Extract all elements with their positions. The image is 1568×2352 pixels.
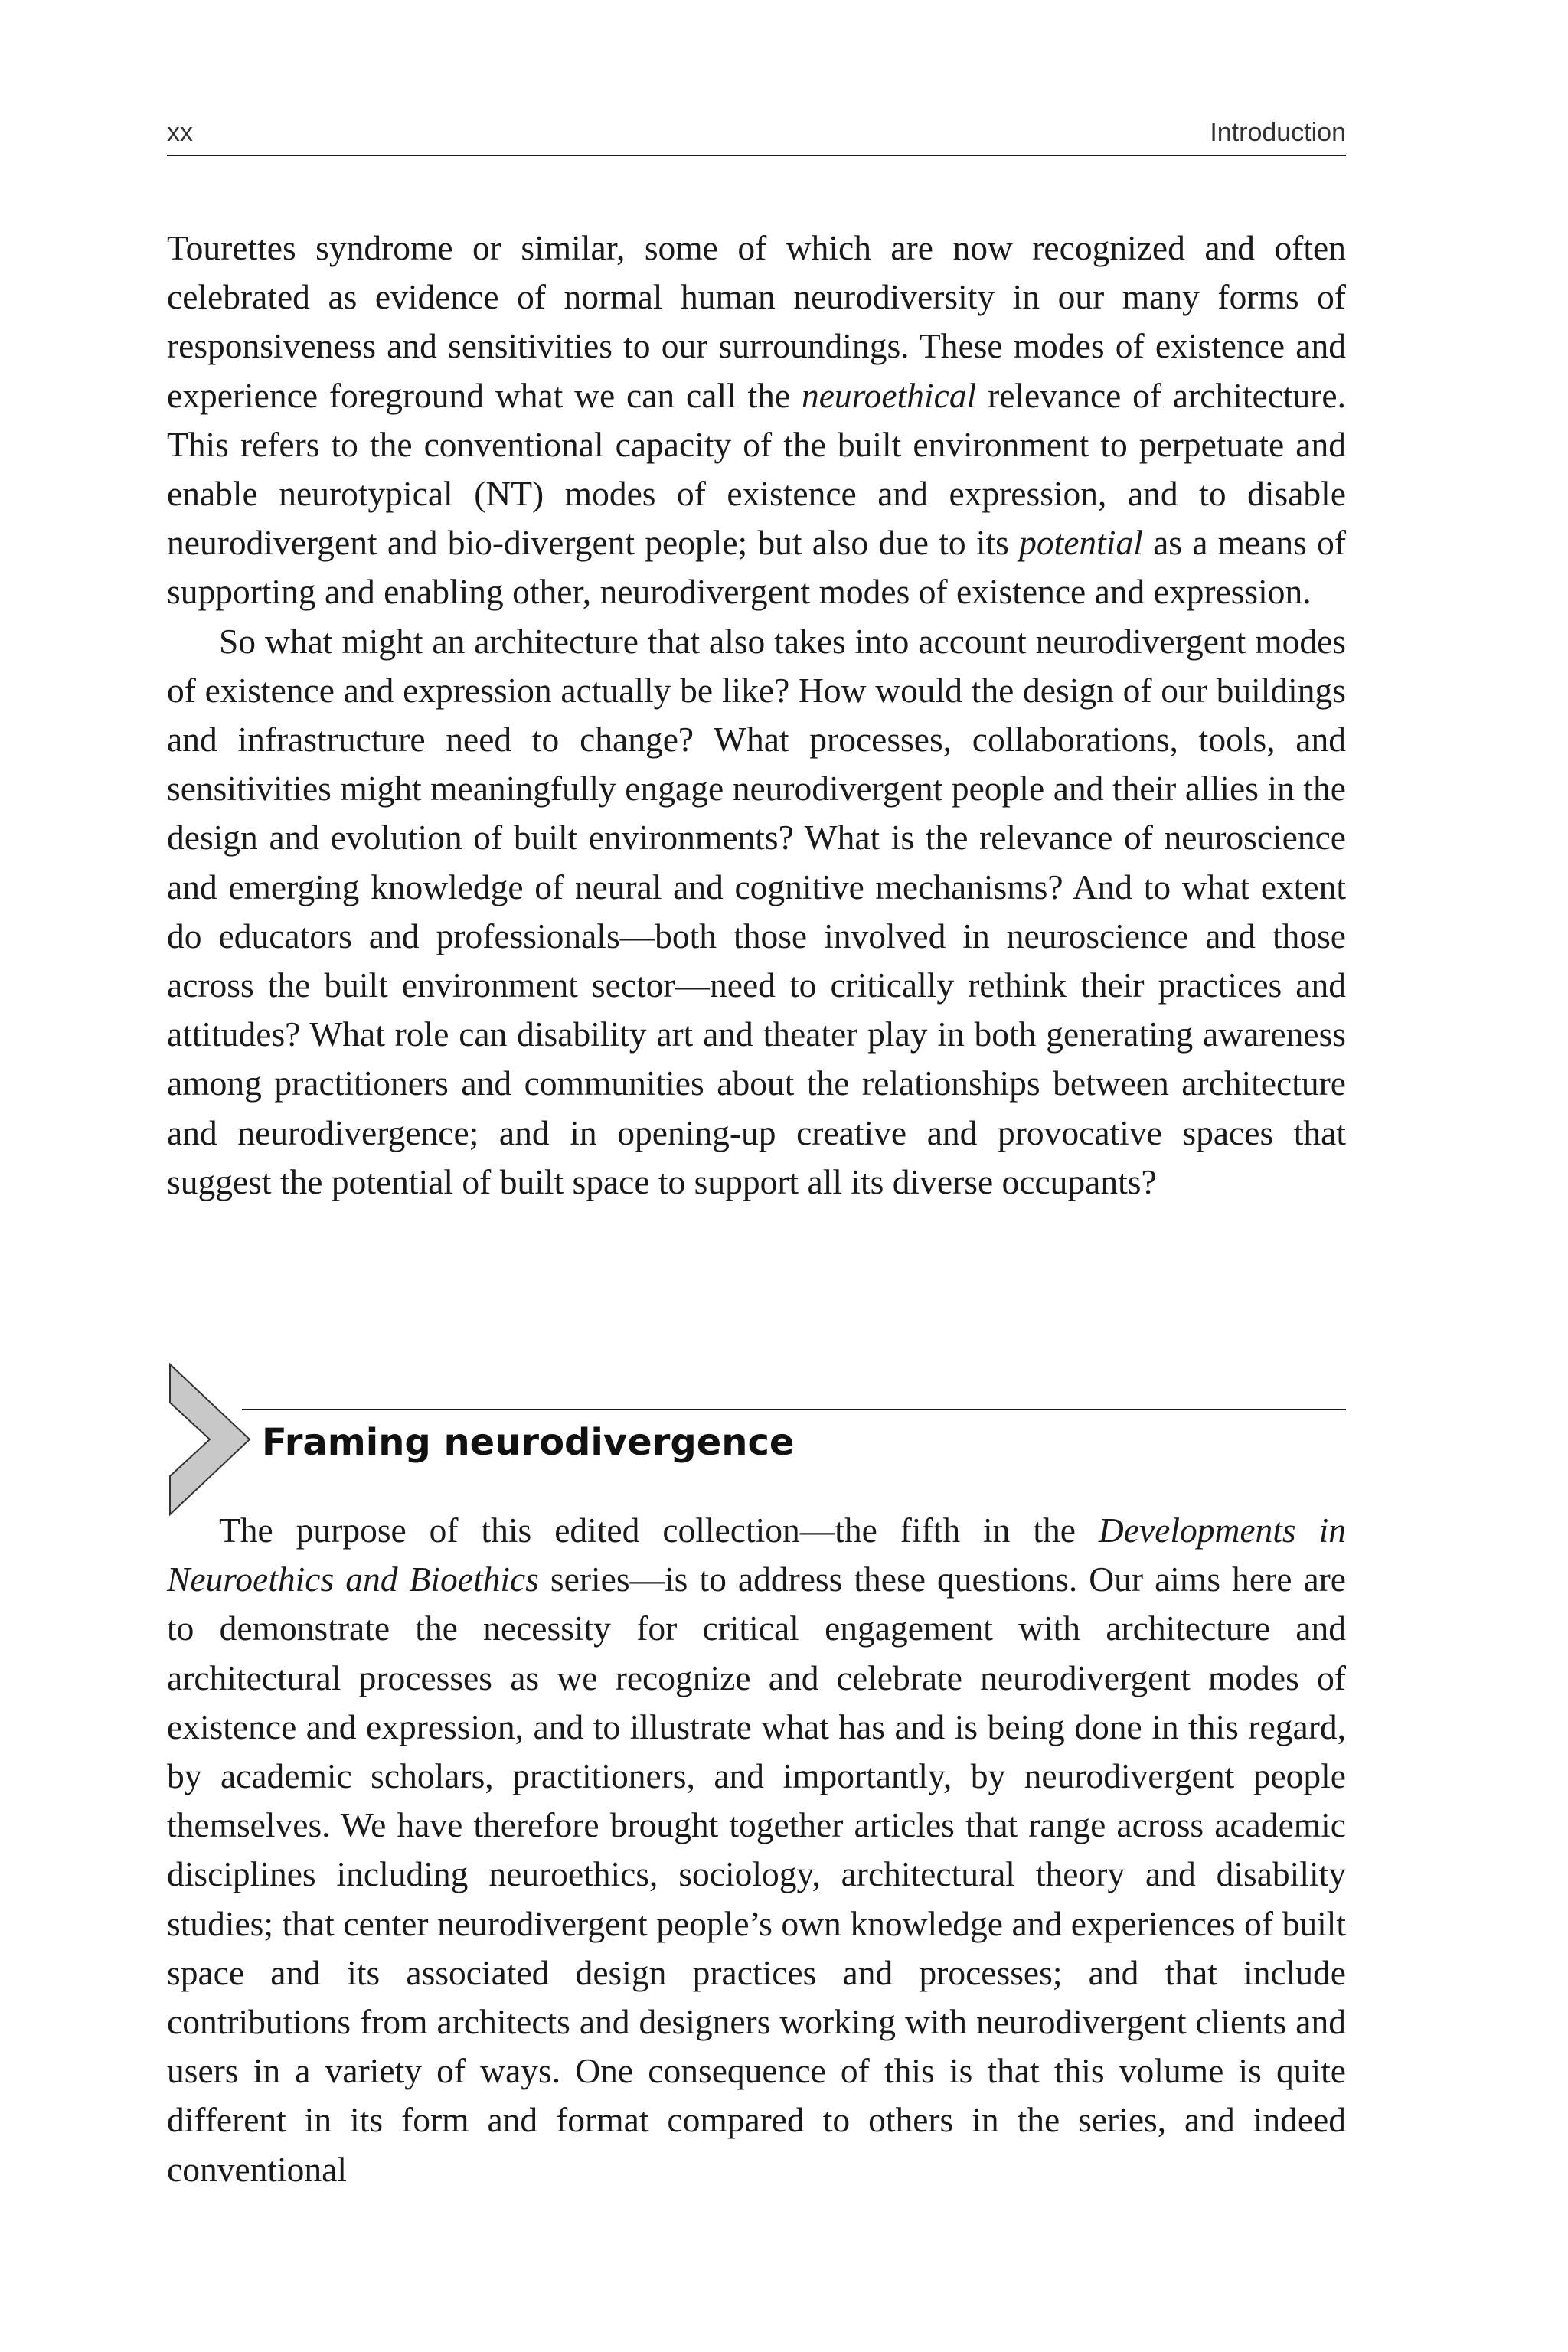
- paragraph: [167, 617, 1346, 1207]
- text-span: The purpose of this edited collection—the fifth in the: [219, 1511, 1099, 1550]
- text-span: Tourettes syndrome or similar, some of which are now recognized and often celebrated as evidence of normal human neurodiversity in our many forms of responsiveness and sensitivities to our surroundings. These modes of existence and experience foreground what we can call the: [167, 228, 1346, 415]
- text-span: as a means of supporting and enabling other, neurodivergent modes of existence and expression.: [167, 523, 1346, 612]
- page-number: xx: [167, 118, 193, 147]
- text-span-italic: neuroethical: [801, 375, 977, 415]
- text-span-italic: Developments in Neuroethics and Bioethics: [167, 1511, 1346, 1599]
- page-header: [167, 115, 1346, 156]
- body-text-section: [167, 1506, 1346, 2194]
- running-head: Introduction: [1210, 118, 1346, 147]
- section-rule: [242, 1409, 1346, 1410]
- paragraph: [167, 224, 1346, 617]
- text-span: relevance of architecture. This refers to the conventional capacity of the built environment to perpetuate and enable neurotypical (NT) modes of existence and expression, and to disable neurodivergent and bio-divergent people; but also due to its: [167, 375, 1347, 563]
- paragraph: [167, 1506, 1346, 2194]
- text-span-italic: potential: [1019, 523, 1143, 563]
- body-text-top: [167, 224, 1346, 1207]
- section-arrow-icon: [167, 1360, 253, 1519]
- section-heading: Framing neurodivergence: [262, 1421, 795, 1464]
- text-span: So what might an architecture that also takes into account neurodivergent modes of existence and expression actually be like? How would the design of our buildings and infrastructure need to change? What processes, collaborations, tools, and sensitivities might meaningfully engage neurodivergent people and their allies in the design and evolution of built environments? What is the relevance of neuroscience and emerging knowledge of neural and cognitive mechanisms? And to what extent do educators and professionals—both those involved in neuroscience and those across the built environment sector—need to critically rethink their practices and attitudes? What role can disability art and theater play in both generating awareness among practitioners and communities about the relationships between architecture and neurodivergence; and in opening-up creative and provocative spaces that suggest the potential of built space to support all its diverse occupants?: [167, 621, 1346, 1201]
- text-span: series—is to address these questions. Our aims here are to demonstrate the necessity for critical engagement with architecture and architectural processes as we recognize and celebrate neurodivergent modes of existence and expression, and to illustrate what has and is being done in this regard, by academic scholars, practitioners, and importantly, by neurodivergent people themselves. We have therefore brought together articles that range across academic disciplines including neuroethics, sociology, architectural theory and disability studies; that center neurodivergent people’s own knowledge and experiences of built space and its associated design practices and processes; and that include contributions from architects and designers working with neurodivergent clients and users in a variety of ways. One consequence of this is that this volume is quite different in its form and format compared to others in the series, and indeed conventional: [167, 1560, 1346, 2189]
